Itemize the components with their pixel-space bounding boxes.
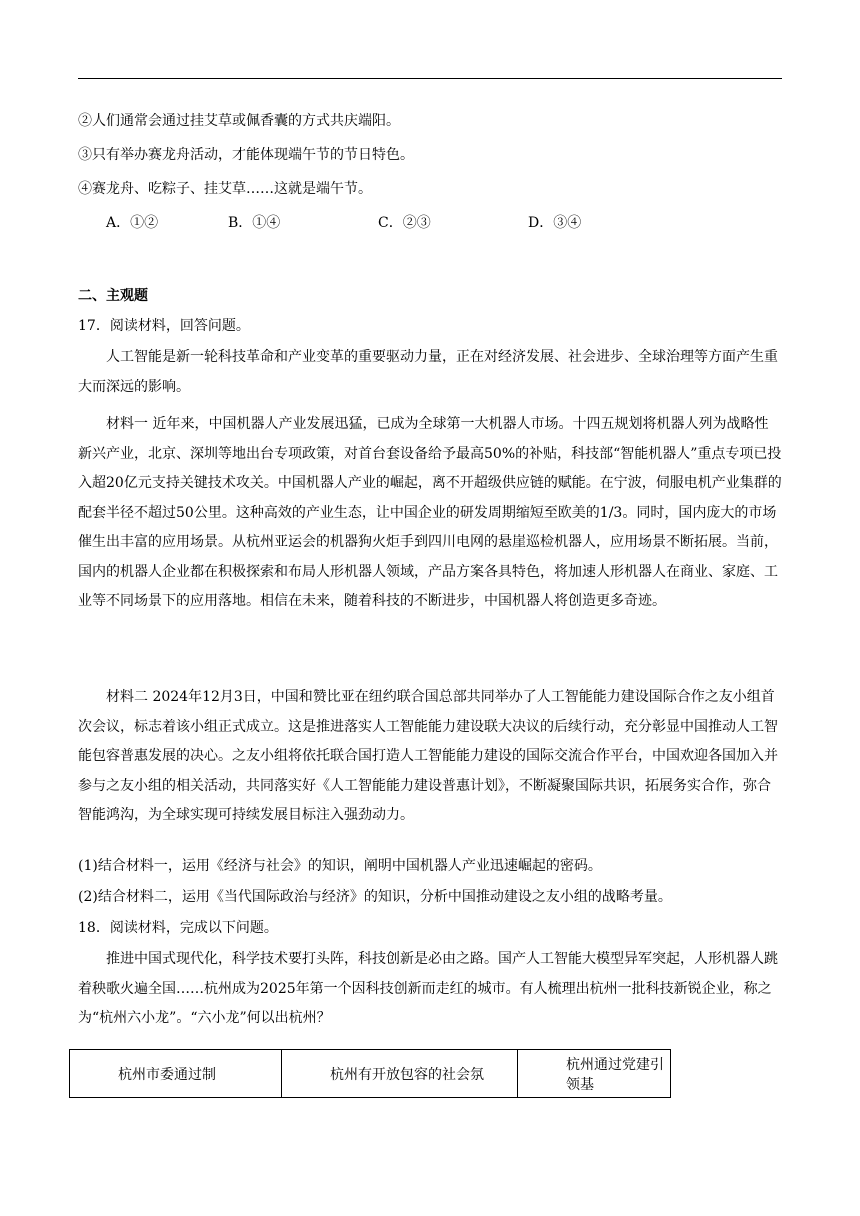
q17-material1 (78, 410, 782, 617)
q18-intro-text: 推进中国式现代化，科学技术要打头阵，科技创新是必由之路。国产人工智能大模型异军突起，人形机器人跳着秧歌火遍全国……杭州成为2025年第一个因科技创新而走红的城市。有人梳理出杭州一批科技新锐企业，称之为“杭州六小龙”。“六小龙”何以出杭州？ (78, 951, 778, 1026)
q18-table (69, 1049, 671, 1098)
q17-intro (78, 343, 782, 402)
q17-material2-text: 材料二 2024年12月3日，中国和赞比亚在纽约联合国总部共同举办了人工智能能力建设国际合作之友小组首次会议，标志着该小组正式成立。这是推进落实人工智能能力建设联大决议的后续行动，充分彰显中国推动人工智能包容普惠发展的决心。之友小组将依托联合国打造人工智能能力建设的国际交流合作平台，中国欢迎各国加入并参与之友小组的相关活动，共同落实好《人工智能能力建设普惠计划》，不断凝聚国际共识，拓展务实合作，弥合智能鸿沟，为全球实现可持续发展目标注入强劲动力。 (78, 689, 778, 823)
statement-2: ②人们通常会通过挂艾草或佩香囊的方式共庆端阳。 (78, 113, 400, 129)
q17-sub2: (2)结合材料二，运用《当代国际政治与经济》的知识，分析中国推动建设之友小组的战略考量。 (78, 889, 672, 905)
statement-4: ④赛龙舟、吃粽子、挂艾草……这就是端午节。 (78, 181, 372, 197)
table-cell: 杭州有开放包容的社会氛 (282, 1050, 518, 1098)
q17-stem: 17．阅读材料，回答问题。 (78, 318, 250, 334)
statement-3: ③只有举办赛龙舟活动，才能体现端午节的节日特色。 (78, 147, 414, 163)
q17-intro-text: 人工智能是新一轮科技革命和产业变革的重要驱动力量，正在对经济发展、社会进步、全球治理等方面产生重大而深远的影响。 (78, 349, 778, 395)
table-cell: 杭州市委通过制 (70, 1050, 282, 1098)
section-title: 二、主观题 (78, 288, 148, 304)
q17-material1-text: 材料一 近年来，中国机器人产业发展迅猛，已成为全球第一大机器人市场。十四五规划将机器人列为战略性新兴产业，北京、深圳等地出台专项政策，对首台套设备给予最高50%的补贴，科技部“智能机器人”重点专项已投入超20亿元支持关键技术攻关。中国机器人产业的崛起，离不开超级供应链的赋能。在宁波，伺服电机产业集群的配套半径不超过50公里。这种高效的产业生态，让中国企业的研发周期缩短至欧美的1/3。同时，国内庞大的市场催生出丰富的应用场景。从杭州亚运会的机器狗火炬手到四川电网的悬崖巡检机器人，应用场景不断拓展。当前，国内的机器人企业都在积极探索和布局人形机器人领域，产品方案各具特色，将加速人形机器人在商业、家庭、工业等不同场景下的应用落地。相信在未来，随着科技的不断进步，中国机器人将创造更多奇迹。 (78, 416, 782, 609)
option-c: C．②③ (378, 215, 431, 231)
table-row (70, 1050, 671, 1098)
q17-material2 (78, 683, 782, 831)
option-a: A．①② (106, 215, 159, 231)
header-rule (78, 78, 782, 79)
q17-sub1: (1)结合材料一，运用《经济与社会》的知识，阐明中国机器人产业迅速崛起的密码。 (78, 858, 602, 874)
q18-intro (78, 945, 782, 1034)
table-cell: 杭州通过党建引领基 (518, 1050, 671, 1098)
option-b: B．①④ (228, 215, 281, 231)
q18-stem: 18．阅读材料，完成以下问题。 (78, 920, 278, 936)
option-d: D．③④ (528, 215, 582, 231)
